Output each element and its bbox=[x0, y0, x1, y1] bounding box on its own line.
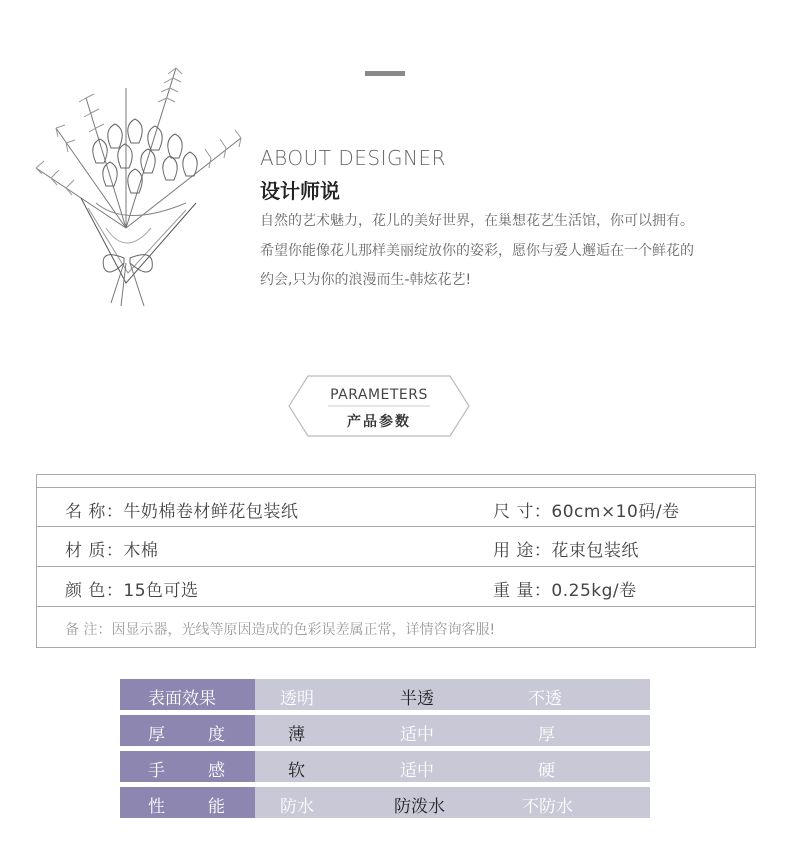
about-description bbox=[260, 207, 770, 296]
spec-color: 颜 色：15色可选 bbox=[65, 581, 199, 601]
spec-name: 名 称：牛奶棉卷材鲜花包装纸 bbox=[65, 502, 299, 522]
head-label: 度 bbox=[208, 725, 225, 745]
comparison-value: 防水 bbox=[280, 797, 314, 817]
divider-bar bbox=[365, 71, 405, 76]
comparison-row-thickness bbox=[120, 715, 650, 746]
comparison-value: 透明 bbox=[280, 689, 314, 709]
spec-size: 尺 寸：60cm×10码/卷 bbox=[493, 502, 680, 522]
about-line: 希望你能像花儿那样美丽绽放你的姿彩，愿你与爱人邂逅在一个鲜花的 bbox=[260, 242, 694, 259]
comparison-value: 适中 bbox=[400, 761, 434, 781]
comparison-value: 防泼水 bbox=[394, 797, 445, 817]
head-label: 手 bbox=[148, 761, 165, 781]
about-line: 约会,只为你的浪漫而生-韩炫花艺! bbox=[260, 272, 472, 288]
comparison-head bbox=[120, 787, 255, 818]
comparison-value: 不防水 bbox=[522, 797, 573, 817]
spec-table bbox=[36, 474, 756, 648]
comparison-row-feel bbox=[120, 751, 650, 782]
comparison-value: 软 bbox=[288, 761, 305, 781]
head-label: 性 bbox=[148, 797, 165, 817]
about-line: 自然的艺术魅力，花儿的美好世界，在巢想花艺生活馆，你可以拥有。 bbox=[260, 213, 694, 229]
spec-note-row bbox=[37, 607, 755, 647]
comparison-head bbox=[120, 715, 255, 746]
bouquet-illustration bbox=[26, 58, 250, 310]
comparison-head bbox=[120, 751, 255, 782]
comparison-row-surface bbox=[120, 679, 650, 710]
parameters-badge bbox=[288, 375, 470, 437]
spec-material: 材 质：木棉 bbox=[65, 541, 159, 561]
spec-row bbox=[37, 567, 755, 607]
comparison-value: 适中 bbox=[400, 725, 434, 745]
spec-row bbox=[37, 527, 755, 567]
parameters-title-en: PARAMETERS bbox=[330, 387, 428, 403]
spec-weight: 重 量：0.25kg/卷 bbox=[493, 581, 637, 601]
about-title-cn: 设计师说 bbox=[260, 179, 340, 203]
comparison-value: 不透 bbox=[528, 689, 562, 709]
head-label: 厚 bbox=[148, 725, 165, 745]
spec-note: 备 注：因显示器，光线等原因造成的色彩误差属正常，详情咨询客服! bbox=[65, 622, 496, 638]
comparison-value: 厚 bbox=[538, 725, 555, 745]
head-label: 感 bbox=[208, 761, 225, 781]
comparison-row-performance bbox=[120, 787, 650, 818]
comparison-head bbox=[120, 679, 255, 710]
head-label: 表面效果 bbox=[148, 689, 216, 709]
comparison-value: 硬 bbox=[538, 761, 555, 781]
about-title-en: ABOUT DESIGNER bbox=[260, 146, 447, 170]
spec-row bbox=[37, 487, 755, 527]
spec-usage: 用 途：花束包装纸 bbox=[493, 541, 639, 561]
parameters-title-cn: 产品参数 bbox=[347, 414, 411, 430]
head-label: 能 bbox=[208, 797, 225, 817]
comparison-value: 薄 bbox=[288, 725, 305, 745]
comparison-value: 半透 bbox=[400, 689, 434, 709]
